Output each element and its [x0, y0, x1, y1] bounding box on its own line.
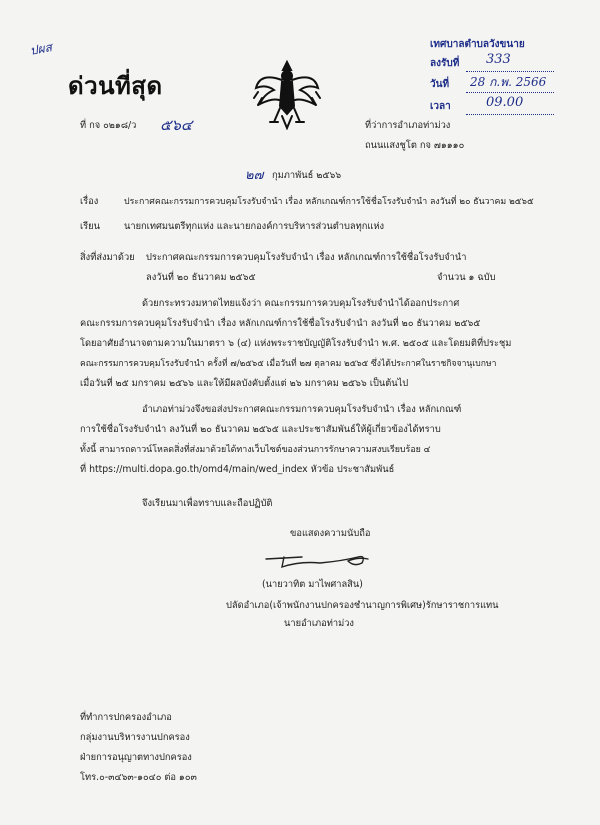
sender-address-line1: ที่ว่าการอำเภอท่าม่วง [365, 120, 451, 131]
paragraph-1-line: คณะกรรมการควบคุมโรงรับจำนำ ครั้งที่ ๗/๒๕๖๕ เมื่อวันที่ ๒๗ ตุลาคม ๒๕๖๕ ซึ่งได้ประกาศในราชกิจจานุเบกษา [80, 359, 497, 369]
recipient-text: นายกเทศมนตรีทุกแห่ง และนายกองค์การบริหารส่วนตำบลทุกแห่ง [124, 221, 385, 232]
receipt-date-value: 28 ก.พ. 2566 [470, 75, 547, 89]
sender-address-line2: ถนนแสงชูโต กจ ๗๑๑๑๐ [365, 140, 465, 151]
urgency-heading: ด่วนที่สุด [68, 72, 163, 100]
footer-line2: กลุ่มงานบริหารงานปกครอง [80, 732, 190, 743]
garuda-emblem-icon [252, 58, 322, 130]
doc-number-label: ที่ กจ ๐๒๑๘/ว [80, 120, 137, 131]
receipt-date-label: วันที่ [430, 79, 450, 90]
footer-line1: ที่ทำการปกครองอำเภอ [80, 712, 172, 723]
paragraph-2-line: ทั้งนี้ สามารถดาวน์โหลดสิ่งที่ส่งมาด้วยได้ทางเว็บไซต์ของส่วนการรักษาความสงบเรียบร้อย ๔ [80, 445, 431, 455]
paragraph-2 [80, 400, 550, 480]
signatory-title2: นายอำเภอท่าม่วง [284, 618, 354, 629]
signature [262, 545, 372, 571]
date-month-year: กุมภาพันธ์ ๒๕๖๖ [272, 170, 342, 181]
paragraph-1-line: ด้วยกระทรวงมหาดไทยแจ้งว่า คณะกรรมการควบคุมโรงรับจำนำได้ออกประกาศ [142, 298, 460, 309]
receipt-time-value: 09.00 [486, 95, 524, 110]
paragraph-2-line: การใช้ชื่อโรงรับจำนำ ลงวันที่ ๒๐ ธันวาคม ๒๕๖๕ และประชาสัมพันธ์ให้ผู้เกี่ยวข้องได้ทราบ [80, 424, 441, 435]
closing-text: ขอแสดงความนับถือ [290, 528, 371, 539]
paragraph-1-line: โดยอาศัยอำนาจตามความในมาตรา ๖ (๔) แห่งพระราชบัญญัติโรงรับจำนำ พ.ศ. ๒๕๐๕ และโดยมติที่ประชุม [80, 338, 512, 349]
paragraph-2-line: อำเภอท่าม่วงจึงขอส่งประกาศคณะกรรมการควบคุมโรงรับจำนำ เรื่อง หลักเกณฑ์ [142, 404, 462, 415]
paragraph-1 [80, 294, 550, 394]
enclosure-line2: ลงวันที่ ๒๐ ธันวาคม ๒๕๖๕ [146, 272, 256, 283]
footer-line4: โทร.๐-๓๔๖๓-๑๐๔๐ ต่อ ๑๐๓ [80, 772, 197, 783]
footer-line3: ฝ่ายการอนุญาตทางปกครอง [80, 752, 192, 763]
date-day: ๒๗ [245, 168, 264, 183]
paragraph-1-line: เมื่อวันที่ ๒๕ มกราคม ๒๕๖๖ และให้มีผลบังคับตั้งแต่ ๒๖ มกราคม ๒๕๖๖ เป็นต้นไป [80, 378, 409, 389]
subject-text: ประกาศคณะกรรมการควบคุมโรงรับจำนำ เรื่อง หลักเกณฑ์การใช้ชื่อโรงรับจำนำ ลงวันที่ ๒๐ ธันวาคม ๒๕๖๕ [124, 197, 534, 207]
handwritten-note: ปผส [28, 40, 53, 58]
paragraph-1-line: คณะกรรมการควบคุมโรงรับจำนำ เรื่อง หลักเกณฑ์การใช้ชื่อโรงรับจำนำ ลงวันที่ ๒๐ ธันวาคม ๒๕๖๕ [80, 318, 481, 329]
enclosure-count: จำนวน ๑ ฉบับ [437, 272, 496, 283]
enclosure-line1: ประกาศคณะกรรมการควบคุมโรงรับจำนำ เรื่อง หลักเกณฑ์การใช้ชื่อโรงรับจำนำ [146, 252, 467, 263]
receipt-time-label: เวลา [430, 101, 451, 112]
recipient-label: เรียน [80, 221, 100, 232]
receipt-stamp [426, 29, 558, 121]
closing-request: จึงเรียนมาเพื่อทราบและถือปฏิบัติ [142, 498, 273, 509]
paragraph-2-line: ที่ https://multi.dopa.go.th/omd4/main/wed_index หัวข้อ ประชาสัมพันธ์ [80, 464, 395, 475]
enclosure-label: สิ่งที่ส่งมาด้วย [80, 252, 135, 263]
signatory-name: (นายวาทิต มาไพศาลสิน) [262, 579, 363, 590]
receipt-title: เทศบาลตำบลวังขนาย [430, 39, 525, 50]
subject-label: เรื่อง [80, 196, 99, 207]
receipt-number-label: ลงรับที่ [430, 58, 460, 69]
doc-number-value: ๕๖๔ [160, 116, 193, 134]
signatory-title1: ปลัดอำเภอ(เจ้าพนักงานปกครองชำนาญการพิเศษ)รักษาราชการแทน [226, 600, 499, 611]
receipt-number-value: 333 [486, 52, 511, 67]
